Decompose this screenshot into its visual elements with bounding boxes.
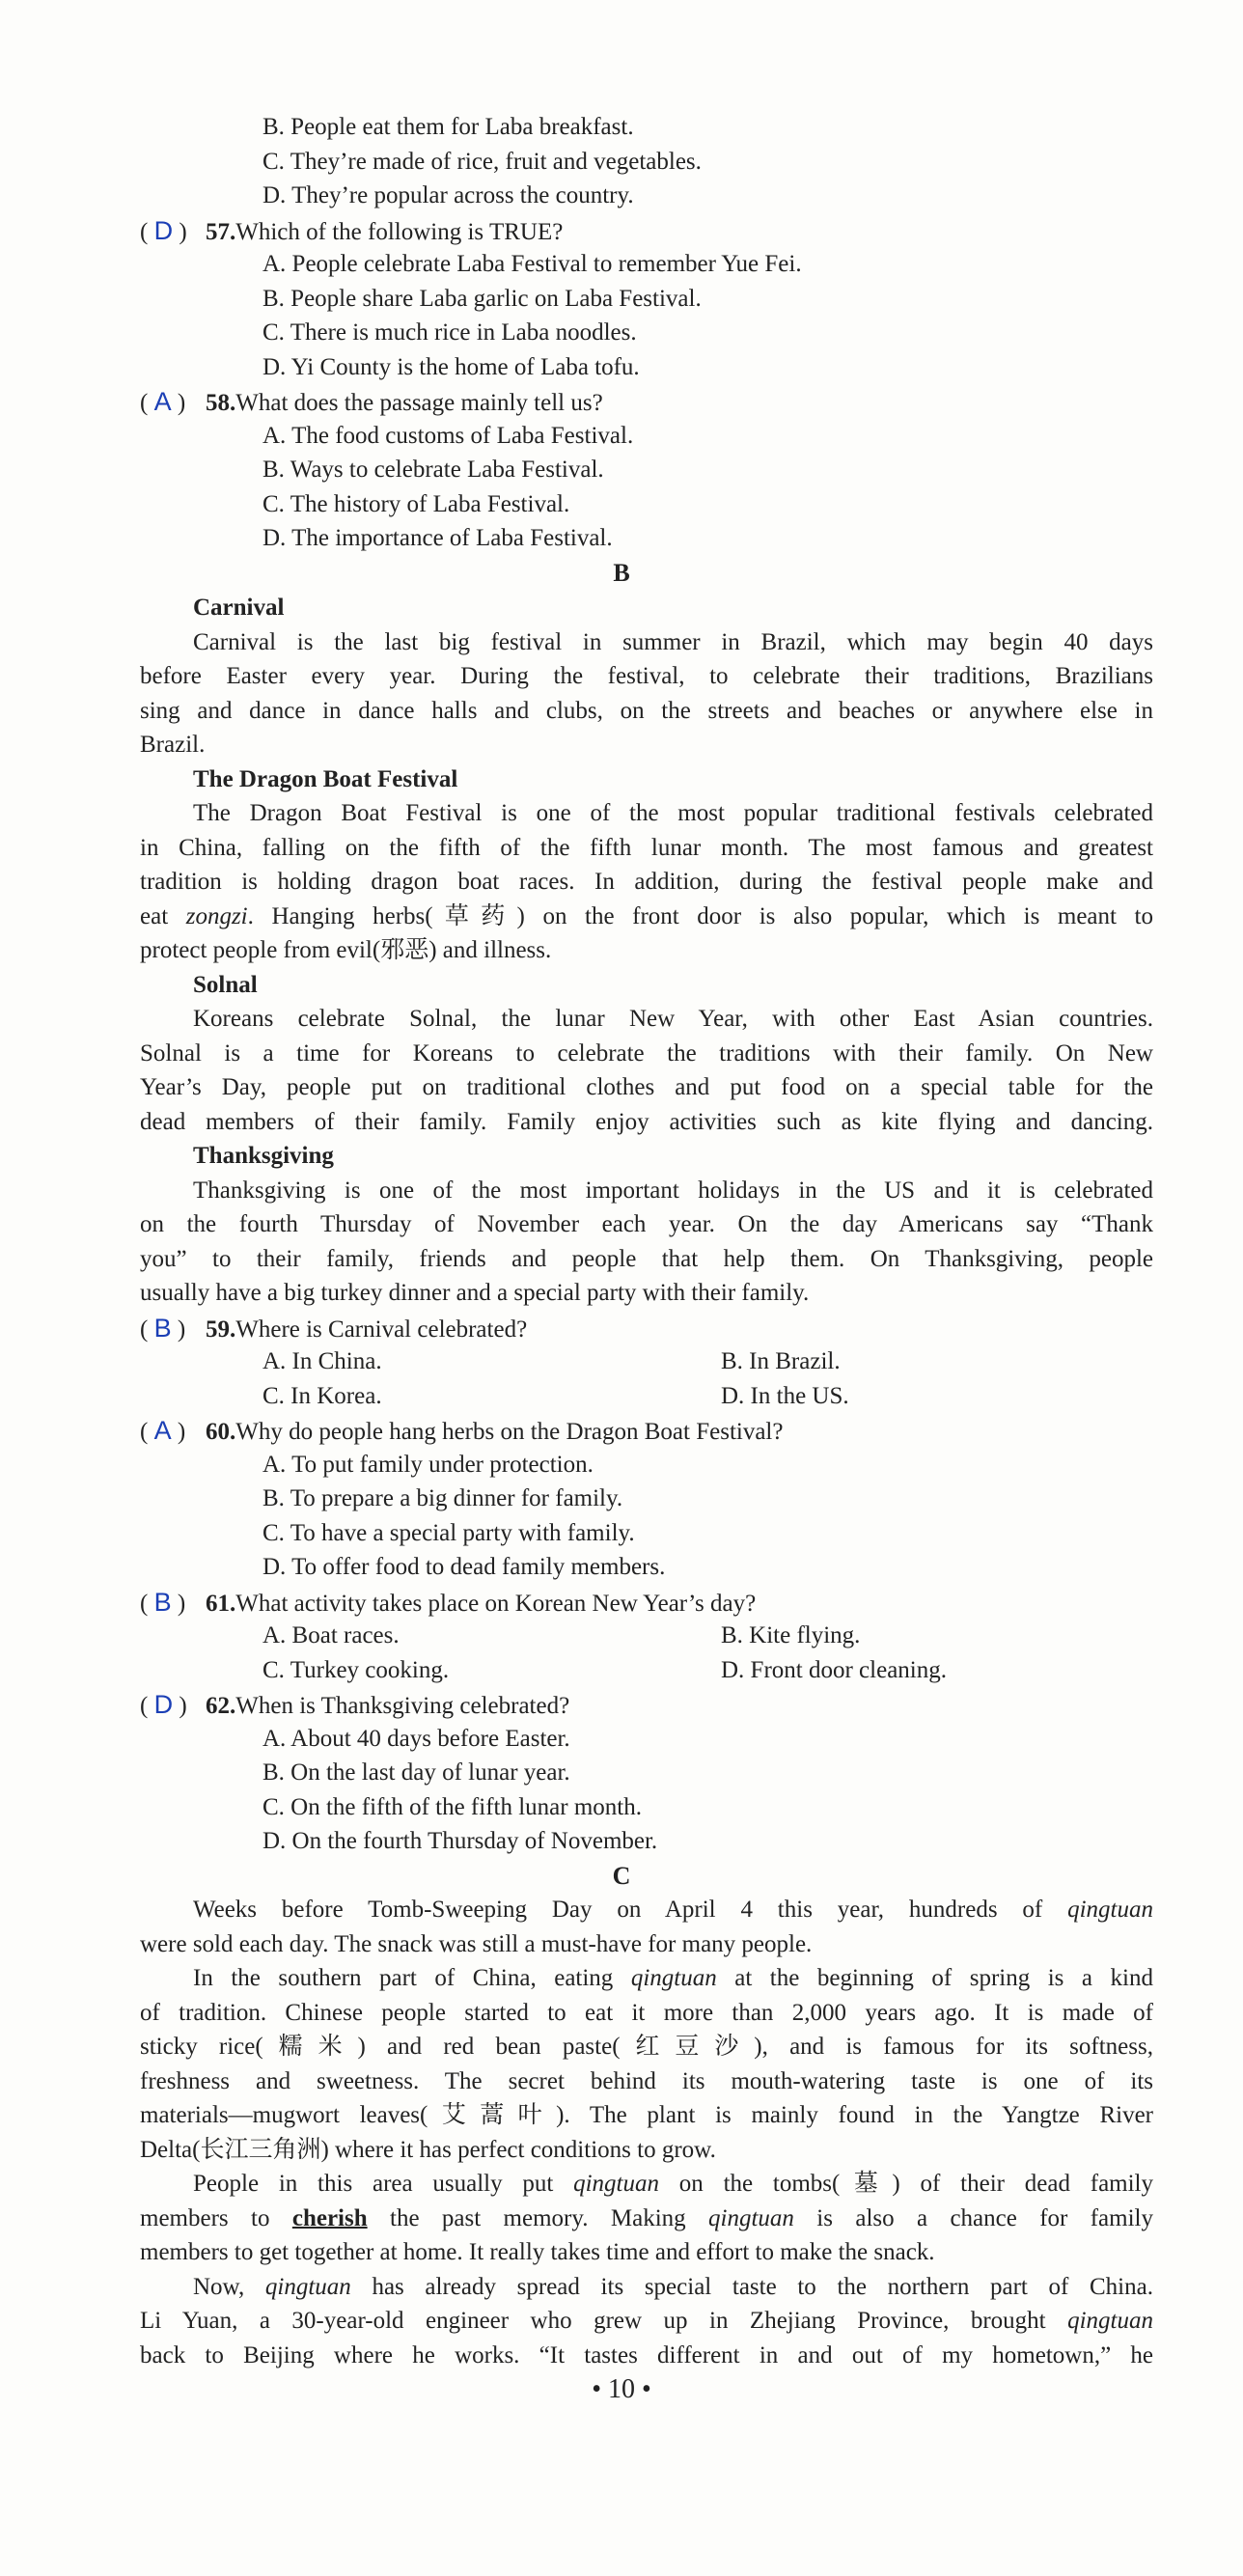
question-stem: What does the passage mainly tell us? xyxy=(235,390,603,416)
option-line: B. People eat them for Laba breakfast. xyxy=(262,114,634,140)
option-line: A. To put family under protection. xyxy=(262,1452,594,1478)
carnival-line: before Easter every year. During the festival, to celebrate their traditions, Brazilians xyxy=(140,663,1153,689)
question-58: ( A ) 58.What does the passage mainly tell us? xyxy=(140,387,603,416)
passage-c-line: back to Beijing where he works. “It tastes different in and out of my hometown,” he xyxy=(140,2342,1153,2368)
thanksgiving-line: you” to their family, friends and people that help them. On Thanksgiving, people xyxy=(140,1246,1153,1272)
question-number: 59. xyxy=(206,1316,236,1343)
carnival-heading: Carnival xyxy=(193,595,285,621)
carnival-line: Brazil. xyxy=(140,732,206,758)
question-number: 58. xyxy=(206,390,236,416)
option-line: A. In China. xyxy=(262,1348,382,1374)
answer-57: D xyxy=(153,216,174,245)
question-stem: When is Thanksgiving celebrated? xyxy=(235,1693,570,1719)
option-line: D. They’re popular across the country. xyxy=(262,182,634,208)
passage-c-line: In the southern part of China, eating qingtuan at the beginning of spring is a kind xyxy=(193,1965,1153,1991)
question-stem: Where is Carnival celebrated? xyxy=(235,1316,528,1343)
question-stem: What activity takes place on Korean New Year’s day? xyxy=(235,1591,757,1617)
passage-c-line: were sold each day. The snack was still a must-have for many people. xyxy=(140,1931,813,1957)
option-line: B. Ways to celebrate Laba Festival. xyxy=(262,457,604,483)
solnal-line: Koreans celebrate Solnal, the lunar New Year, with other East Asian countries. xyxy=(193,1006,1153,1032)
section-c-heading: C xyxy=(612,1862,631,1890)
passage-c-line: Now, qingtuan has already spread its special taste to the northern part of China. xyxy=(193,2274,1153,2300)
option-line: C. To have a special party with family. xyxy=(262,1520,635,1546)
option-line: D. Yi County is the home of Laba tofu. xyxy=(262,354,640,380)
question-stem: Why do people hang herbs on the Dragon Boat Festival? xyxy=(235,1419,784,1445)
option-line: C. In Korea. xyxy=(262,1383,382,1409)
question-number: 57. xyxy=(206,219,236,245)
thanksgiving-line: on the fourth Thursday of November each year. On the day Americans say “Thank xyxy=(140,1211,1153,1237)
passage-c-line: members to get together at home. It really takes time and effort to make the snack. xyxy=(140,2239,935,2265)
option-line: C. There is much rice in Laba noodles. xyxy=(262,319,637,346)
thanksgiving-heading: Thanksgiving xyxy=(193,1143,334,1169)
option-line: A. About 40 days before Easter. xyxy=(262,1726,570,1752)
dragon-line: in China, falling on the fifth of the fifth lunar month. The most famous and greatest xyxy=(140,835,1153,861)
dragon-heading: The Dragon Boat Festival xyxy=(193,766,458,792)
option-line: A. People celebrate Laba Festival to remember Yue Fei. xyxy=(262,251,802,277)
option-line: D. To offer food to dead family members. xyxy=(262,1554,666,1580)
option-line: C. The history of Laba Festival. xyxy=(262,491,570,517)
passage-c-line: sticky rice(糯米) and red bean paste(红豆沙), and is famous for its softness, xyxy=(140,2034,1153,2060)
option-line: B. On the last day of lunar year. xyxy=(262,1759,570,1786)
option-line: D. The importance of Laba Festival. xyxy=(262,525,613,551)
page-number: • 10 • xyxy=(592,2374,651,2404)
option-line: D. On the fourth Thursday of November. xyxy=(262,1828,658,1854)
passage-c-line: members to cherish the past memory. Making qingtuan is also a chance for family xyxy=(140,2205,1153,2231)
question-60: ( A ) 60.Why do people hang herbs on the Dragon Boat Festival? xyxy=(140,1416,784,1445)
option-line: B. To prepare a big dinner for family. xyxy=(262,1485,623,1511)
solnal-line: dead members of their family. Family enjoy activities such as kite flying and dancing. xyxy=(140,1109,1153,1135)
passage-c-line: Weeks before Tomb-Sweeping Day on April 4 this year, hundreds of qingtuan xyxy=(193,1897,1153,1923)
option-line: C. They’re made of rice, fruit and vegetables. xyxy=(262,149,702,175)
option-line: B. People share Laba garlic on Laba Festival. xyxy=(262,286,702,312)
passage-c-line: freshness and sweetness. The secret behind its mouth-watering taste is one of its xyxy=(140,2068,1153,2094)
question-number: 62. xyxy=(206,1693,236,1719)
answer-62: D xyxy=(153,1690,174,1719)
dragon-line: eat zongzi. Hanging herbs(草药) on the front door is also popular, which is meant to xyxy=(140,903,1153,929)
dragon-line: The Dragon Boat Festival is one of the most popular traditional festivals celebrated xyxy=(193,800,1153,826)
option-line: C. On the fifth of the fifth lunar month. xyxy=(262,1794,642,1820)
option-line: A. Boat races. xyxy=(262,1622,400,1648)
solnal-line: Solnal is a time for Koreans to celebrate the traditions with their family. On New xyxy=(140,1040,1153,1066)
section-b-heading: B xyxy=(613,559,630,587)
question-number: 61. xyxy=(206,1591,236,1617)
passage-c-line: Li Yuan, a 30-year-old engineer who grew up in Zhejiang Province, brought qingtuan xyxy=(140,2308,1153,2334)
carnival-line: sing and dance in dance halls and clubs, on the streets and beaches or anywhere else in xyxy=(140,698,1153,724)
answer-60: A xyxy=(153,1416,172,1445)
solnal-heading: Solnal xyxy=(193,972,258,998)
question-62: ( D ) 62.When is Thanksgiving celebrated? xyxy=(140,1690,570,1719)
question-stem: Which of the following is TRUE? xyxy=(235,219,564,245)
question-number: 60. xyxy=(206,1419,236,1445)
dragon-line: tradition is holding dragon boat races. In addition, during the festival people make and xyxy=(140,869,1153,895)
option-line: C. Turkey cooking. xyxy=(262,1657,450,1683)
passage-c-line: Delta(长江三角洲) where it has perfect conditions to grow. xyxy=(140,2137,716,2163)
option-line: B. In Brazil. xyxy=(721,1348,841,1374)
answer-58: A xyxy=(153,387,172,416)
passage-c-line: People in this area usually put qingtuan on the tombs(墓) of their dead family xyxy=(193,2171,1153,2197)
option-line: A. The food customs of Laba Festival. xyxy=(262,423,634,449)
option-line: D. In the US. xyxy=(721,1383,849,1409)
cherish-word: cherish xyxy=(291,2205,368,2231)
thanksgiving-line: usually have a big turkey dinner and a special party with their family. xyxy=(140,1280,810,1306)
question-59: ( B ) 59.Where is Carnival celebrated? xyxy=(140,1314,528,1343)
passage-c-line: materials—mugwort leaves(艾蒿叶). The plant is mainly found in the Yangtze River xyxy=(140,2102,1153,2128)
question-61: ( B ) 61.What activity takes place on Korean New Year’s day? xyxy=(140,1588,757,1617)
option-line: B. Kite flying. xyxy=(721,1622,861,1648)
carnival-line: Carnival is the last big festival in summer in Brazil, which may begin 40 days xyxy=(193,629,1153,655)
thanksgiving-line: Thanksgiving is one of the most important holidays in the US and it is celebrated xyxy=(193,1177,1153,1204)
option-line: D. Front door cleaning. xyxy=(721,1657,947,1683)
answer-59: B xyxy=(153,1314,172,1343)
answer-61: B xyxy=(153,1588,172,1617)
solnal-line: Year’s Day, people put on traditional clothes and put food on a special table for the xyxy=(140,1074,1153,1100)
passage-c-line: of tradition. Chinese people started to eat it more than 2,000 years ago. It is made of xyxy=(140,2000,1153,2026)
question-57: ( D ) 57.Which of the following is TRUE? xyxy=(140,216,564,245)
dragon-line: protect people from evil(邪恶) and illness. xyxy=(140,937,552,963)
